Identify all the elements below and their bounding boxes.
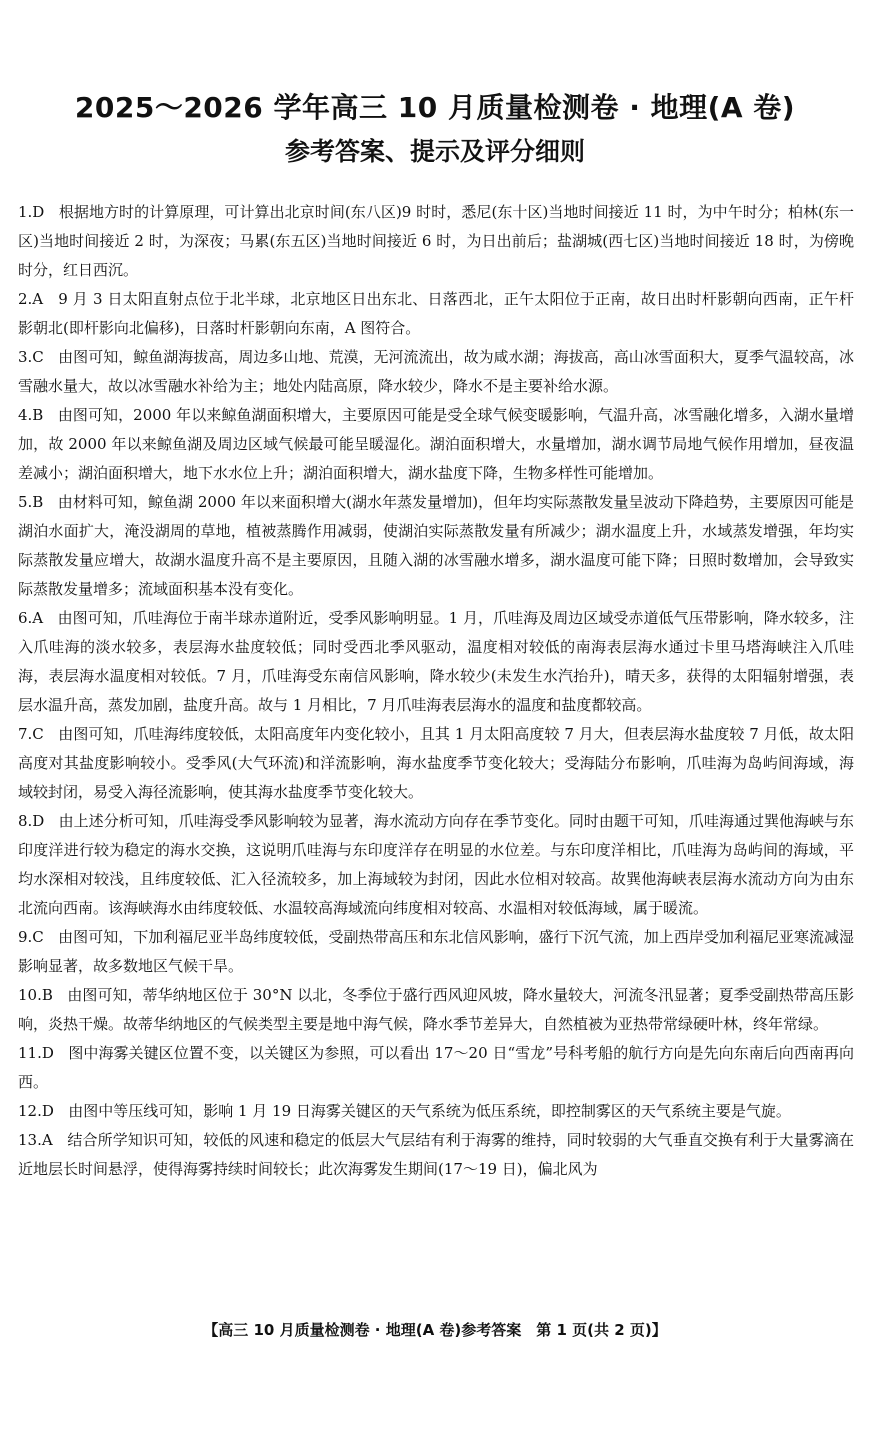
answer-number: 3.C bbox=[18, 348, 44, 366]
answer-text: 由图可知，2000 年以来鲸鱼湖面积增大，主要原因可能是受全球气候变暖影响，气温升高，冰雪融化增多，入湖水量增加，故 2000 年以来鲸鱼湖及周边区域气候最可能呈暖湿化。湖泊面积增大，水量增加，湖水调节局地气候作用增加，昼夜温差减小；湖泊面积增大，地下水水位上升；湖泊面积增大，湖水盐度下降，生物多样性可能增加。 bbox=[18, 406, 854, 482]
answer-item-8 bbox=[18, 807, 854, 923]
answer-item-4 bbox=[18, 401, 854, 488]
answer-text: 由图可知，蒂华纳地区位于 30°N 以北，冬季位于盛行西风迎风坡，降水量较大，河流冬汛显著；夏季受副热带高压影响，炎热干燥。故蒂华纳地区的气候类型主要是地中海气候，降水季节差异大，自然植被为亚热带常绿硬叶林，终年常绿。 bbox=[18, 986, 854, 1033]
answer-number: 9.C bbox=[18, 928, 44, 946]
answer-number: 7.C bbox=[18, 725, 44, 743]
answer-text: 结合所学知识可知，较低的风速和稳定的低层大气层结有利于海雾的维持，同时较弱的大气垂直交换有利于大量雾滴在近地层长时间悬浮，使得海雾持续时间较长；此次海雾发生期间(17～19 日)，偏北风为 bbox=[18, 1131, 854, 1178]
answer-text: 由图可知，爪哇海纬度较低，太阳高度年内变化较小，且其 1 月太阳高度较 7 月大，但表层海水盐度较 7 月低，故太阳高度对其盐度影响较小。受季风(大气环流)和洋流影响，海水盐度季节变化较大；受海陆分布影响，爪哇海为岛屿间海域，海域较封闭，易受入海径流影响，使其海水盐度季节变化较大。 bbox=[18, 725, 854, 801]
answer-text: 由图可知，下加利福尼亚半岛纬度较低，受副热带高压和东北信风影响，盛行下沉气流，加上西岸受加利福尼亚寒流减湿影响显著，故多数地区气候干旱。 bbox=[18, 928, 854, 975]
answer-number: 12.D bbox=[18, 1102, 54, 1120]
answer-number: 13.A bbox=[18, 1131, 53, 1149]
answer-text: 图中海雾关键区位置不变，以关键区为参照，可以看出 17～20 日“雪龙”号科考船的航行方向是先向东南后向西南再向西。 bbox=[18, 1044, 854, 1091]
answer-number: 5.B bbox=[18, 493, 44, 511]
page-footer: 【高三 10 月质量检测卷 · 地理(A 卷)参考答案 第 1 页(共 2 页)】 bbox=[203, 1321, 667, 1339]
answer-item-3 bbox=[18, 343, 854, 401]
answer-text: 由图可知，鲸鱼湖海拔高，周边多山地、荒漠，无河流流出，故为咸水湖；海拔高，高山冰雪面积大，夏季气温较高，冰雪融水量大，故以冰雪融水补给为主；地处内陆高原，降水较少，降水不是主要补给水源。 bbox=[18, 348, 854, 395]
page-title: 2025～2026 学年高三 10 月质量检测卷 · 地理(A 卷) bbox=[74, 91, 796, 124]
answer-item-2 bbox=[18, 285, 854, 343]
answer-number: 8.D bbox=[18, 812, 45, 830]
answer-item-1 bbox=[18, 198, 854, 285]
answer-text: 由图可知，爪哇海位于南半球赤道附近，受季风影响明显。1 月，爪哇海及周边区域受赤道低气压带影响，降水较多，注入爪哇海的淡水较多，表层海水盐度较低；同时受西北季风驱动，温度相对较低的南海表层海水通过卡里马塔海峡注入爪哇海，表层海水温度相对较低。7 月，爪哇海受东南信风影响，降水较少(未发生水汽抬升)，晴天多，获得的太阳辐射增强，表层水温升高，蒸发加剧，盐度升高。故与 1 月相比，7 月爪哇海表层海水的温度和盐度都较高。 bbox=[18, 609, 854, 714]
answer-item-11 bbox=[18, 1039, 854, 1097]
answer-item-12 bbox=[18, 1097, 854, 1126]
answer-number: 6.A bbox=[18, 609, 44, 627]
answer-text: 由材料可知，鲸鱼湖 2000 年以来面积增大(湖水年蒸发量增加)，但年均实际蒸散发量呈波动下降趋势，主要原因可能是湖泊水面扩大，淹没湖周的草地，植被蒸腾作用减弱，使湖泊实际蒸散发量有所减少；湖水温度上升，水域蒸发增强，年均实际蒸散发量应增大，故湖水温度升高不是主要原因，且随入湖的冰雪融水增多，湖水温度可能下降；日照时数增加，会导致实际蒸散发量增多；流域面积基本没有变化。 bbox=[18, 493, 855, 598]
answer-item-9 bbox=[18, 923, 854, 981]
answer-item-5 bbox=[18, 488, 854, 604]
answer-item-13 bbox=[18, 1126, 854, 1184]
answer-list bbox=[18, 198, 854, 1184]
answer-number: 10.B bbox=[18, 986, 53, 1004]
page-subtitle: 参考答案、提示及评分细则 bbox=[284, 137, 585, 166]
answer-item-6 bbox=[18, 604, 854, 720]
answer-text: 由上述分析可知，爪哇海受季风影响较为显著，海水流动方向存在季节变化。同时由题干可知，爪哇海通过巽他海峡与东印度洋进行较为稳定的海水交换，这说明爪哇海与东印度洋存在明显的水位差。与东印度洋相比，爪哇海为岛屿间的海域，平均水深相对较浅，且纬度较低、汇入径流较多，加上海域较为封闭，因此水位相对较高。故巽他海峡表层海水流动方向为由东北流向西南。该海峡海水由纬度较低、水温较高海域流向纬度相对较高、水温相对较低海域，属于暖流。 bbox=[18, 812, 854, 917]
answer-number: 4.B bbox=[18, 406, 44, 424]
answer-number: 1.D bbox=[18, 203, 45, 221]
answer-number: 2.A bbox=[18, 290, 44, 308]
answer-number: 11.D bbox=[18, 1044, 54, 1062]
answer-item-10 bbox=[18, 981, 854, 1039]
answer-item-7 bbox=[18, 720, 854, 807]
answer-text: 9 月 3 日太阳直射点位于北半球，北京地区日出东北、日落西北，正午太阳位于正南，故日出时杆影朝向西南，正午杆影朝北(即杆影向北偏移)，日落时杆影朝向东南，A 图符合。 bbox=[18, 290, 854, 337]
answer-text: 由图中等压线可知，影响 1 月 19 日海雾关键区的天气系统为低压系统，即控制雾区的天气系统主要是气旋。 bbox=[68, 1102, 791, 1120]
answer-text: 根据地方时的计算原理，可计算出北京时间(东八区)9 时时，悉尼(东十区)当地时间接近 11 时，为中午时分；柏林(东一区)当地时间接近 2 时，为深夜；马累(东五区)当地时间接近 6 时，为日出前后；盐湖城(西七区)当地时间接近 18 时，为傍晚时分，红日西沉。 bbox=[18, 203, 855, 279]
